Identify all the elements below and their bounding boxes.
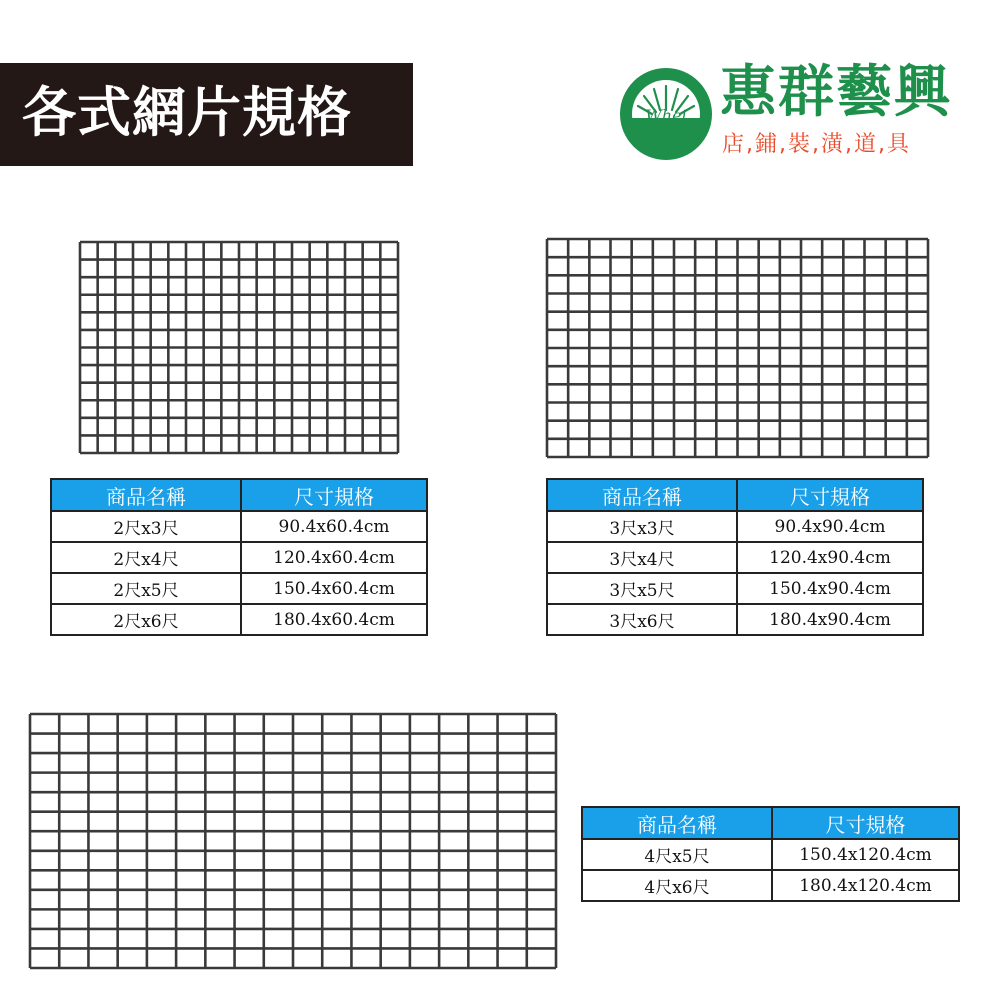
product-name-cell: 3尺x4尺 [547, 542, 737, 573]
size-cell: 150.4x60.4cm [241, 573, 427, 604]
wire-mesh-panel-4x5-image [28, 712, 558, 970]
size-cell: 120.4x90.4cm [737, 542, 923, 573]
column-header-product-name: 商品名稱 [582, 807, 772, 839]
table-row [547, 604, 923, 635]
title-banner [0, 63, 413, 166]
product-name-cell: 2尺x4尺 [51, 542, 241, 573]
mesh-grid [30, 714, 556, 968]
size-cell: 180.4x120.4cm [772, 870, 959, 901]
product-name-cell: 4尺x6尺 [582, 870, 772, 901]
column-header-size: 尺寸規格 [772, 807, 959, 839]
column-header-product-name: 商品名稱 [51, 479, 241, 511]
table-row [547, 511, 923, 542]
mesh-grid [547, 239, 928, 457]
table-row [547, 573, 923, 604]
table-row [51, 573, 427, 604]
spec-table-2ft [50, 478, 428, 636]
table-row [51, 542, 427, 573]
table-row [51, 604, 427, 635]
product-name-cell: 3尺x3尺 [547, 511, 737, 542]
size-cell: 150.4x120.4cm [772, 839, 959, 870]
size-cell: 150.4x90.4cm [737, 573, 923, 604]
table-row [582, 870, 959, 901]
size-cell: 180.4x90.4cm [737, 604, 923, 635]
brand-logo-icon [618, 66, 714, 162]
mesh-grid [80, 242, 398, 453]
page-title: 各式網片規格 [22, 81, 352, 144]
table-row [582, 839, 959, 870]
product-name-cell: 3尺x5尺 [547, 573, 737, 604]
column-header-product-name: 商品名稱 [547, 479, 737, 511]
spec-table-3ft [546, 478, 924, 636]
size-cell: 180.4x60.4cm [241, 604, 427, 635]
column-header-size: 尺寸規格 [241, 479, 427, 511]
spec-table-4ft [581, 806, 960, 902]
size-cell: 90.4x60.4cm [241, 511, 427, 542]
wire-mesh-panel-2x3-image [78, 240, 400, 455]
product-name-cell: 3尺x6尺 [547, 604, 737, 635]
product-name-cell: 2尺x6尺 [51, 604, 241, 635]
table-row [547, 542, 923, 573]
brand-name: 惠群藝興 [720, 60, 952, 125]
product-name-cell: 2尺x3尺 [51, 511, 241, 542]
product-name-cell: 4尺x5尺 [582, 839, 772, 870]
product-name-cell: 2尺x5尺 [51, 573, 241, 604]
logo-text: Whei [645, 106, 687, 125]
wire-mesh-panel-3x3-image [545, 237, 930, 459]
size-cell: 120.4x60.4cm [241, 542, 427, 573]
column-header-size: 尺寸規格 [737, 479, 923, 511]
table-row [51, 511, 427, 542]
size-cell: 90.4x90.4cm [737, 511, 923, 542]
brand-tagline: 店,鋪,裝,潢,道,具 [722, 132, 911, 157]
